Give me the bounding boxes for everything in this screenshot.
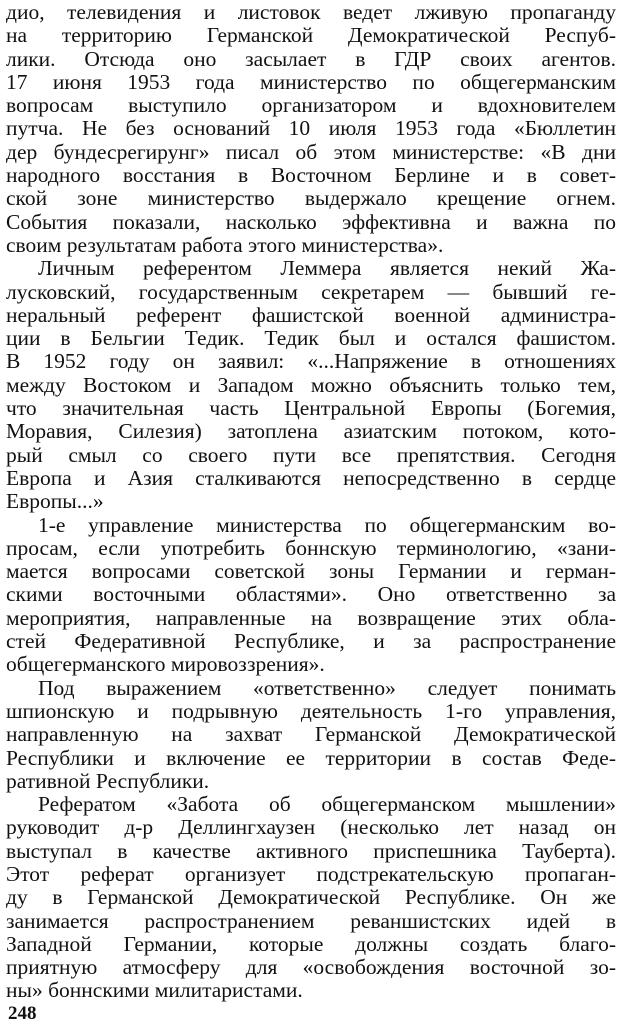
text-line: скими восточными областями». Оно ответственно за — [6, 582, 616, 607]
text-line: стей Федеративной Республике, и за распространение — [6, 629, 616, 654]
text-line: на территорию Германской Демократической Респуб- — [6, 23, 616, 48]
paragraph — [6, 514, 616, 677]
text-line: Под выражением «ответственно» следует понимать — [38, 675, 616, 700]
text-line: События показали, насколько эффективна и важна по — [6, 209, 616, 234]
text-line: неральный референт фашистской военной администра- — [6, 302, 616, 327]
text-line: Рефератом «Забота об общегерманском мышлении» — [38, 792, 616, 817]
text-line: что значительная часть Центральной Европы (Богемия, — [6, 396, 616, 421]
text-line: просам, если употребить боннскую терминологию, «зани- — [6, 535, 616, 560]
text-line: ду в Германской Демократической Республике. Он же — [6, 885, 616, 910]
text-line: Республики и включение ее территории в состав Феде- — [6, 745, 616, 770]
paragraph — [6, 1, 616, 257]
paragraph — [6, 677, 616, 793]
text-line: Личным референтом Леммера является некий Жа- — [38, 256, 616, 281]
text-line: мероприятия, направленные на возвращение этих обла- — [6, 605, 616, 630]
text-line: занимается распространением реваншистских идей в — [6, 908, 616, 933]
text-line: дер бундесрегирунг» писал об этом министерстве: «В дни — [6, 139, 616, 164]
page-number: 248 — [8, 1003, 37, 1024]
text-line: общегерманского мировоззрения». — [6, 652, 325, 677]
text-line: руководит д-р Деллингхаузен (несколько лет назад он — [6, 815, 616, 840]
text-line: Западной Германии, которые должны создать благо- — [6, 931, 616, 956]
text-line: ративной Республики. — [6, 768, 210, 793]
text-line: 1-е управление министерства по общегерманским во- — [38, 512, 616, 537]
text-line: Европа и Азия сталкиваются непосредственно в сердце — [6, 465, 616, 490]
paragraph — [6, 257, 616, 513]
text-line: вопросам выступило организатором и вдохновителем — [6, 93, 616, 118]
text-line: лики. Отсюда оно засылает в ГДР своих агентов. — [6, 46, 616, 71]
text-line: лусковский, государственным секретарем — бывший ге- — [6, 279, 616, 304]
text-line: направленную на захват Германской Демократической — [6, 722, 616, 747]
paragraph — [6, 793, 616, 1003]
text-line: ской зоне министерство выдержало крещение огнем. — [6, 186, 616, 211]
text-line: Моравия, Силезия) затоплена азиатским потоком, кото- — [6, 419, 616, 444]
text-line: путча. Не без оснований 10 июля 1953 года «Бюллетин — [6, 116, 616, 141]
text-line: рый смыл со своего пути все препятствия. Сегодня — [6, 442, 616, 467]
text-line: народного восстания в Восточном Берлине и в совет- — [6, 163, 616, 188]
text-line: шпионскую и подрывную деятельность 1-го управления, — [6, 698, 616, 723]
text-line: мается вопросами советской зоны Германии и герман- — [6, 559, 616, 584]
body-text — [6, 1, 616, 1003]
text-line: ции в Бельгии Тедик. Тедик был и остался фашистом. — [6, 326, 616, 351]
text-line: В 1952 году он заявил: «...Напряжение в отношениях — [6, 349, 616, 374]
text-line: выступал в качестве активного приспешника Тауберта). — [6, 838, 616, 863]
text-line: 17 июня 1953 года министерство по общегерманским — [6, 69, 616, 94]
text-line: между Востоком и Западом можно объяснить только тем, — [6, 372, 616, 397]
text-line: дио, телевидения и листовок ведет лживую пропаганду — [6, 0, 616, 24]
text-line: своим результатам работа этого министерства». — [6, 232, 444, 257]
text-line: ны» боннскими милитаристами. — [6, 978, 303, 1003]
text-line: приятную атмосферу для «освобождения восточной зо- — [6, 955, 616, 980]
text-line: Этот реферат организует подстрекательскую пропаган- — [6, 861, 616, 886]
text-line: Европы...» — [6, 489, 104, 514]
book-page — [6, 0, 616, 1031]
